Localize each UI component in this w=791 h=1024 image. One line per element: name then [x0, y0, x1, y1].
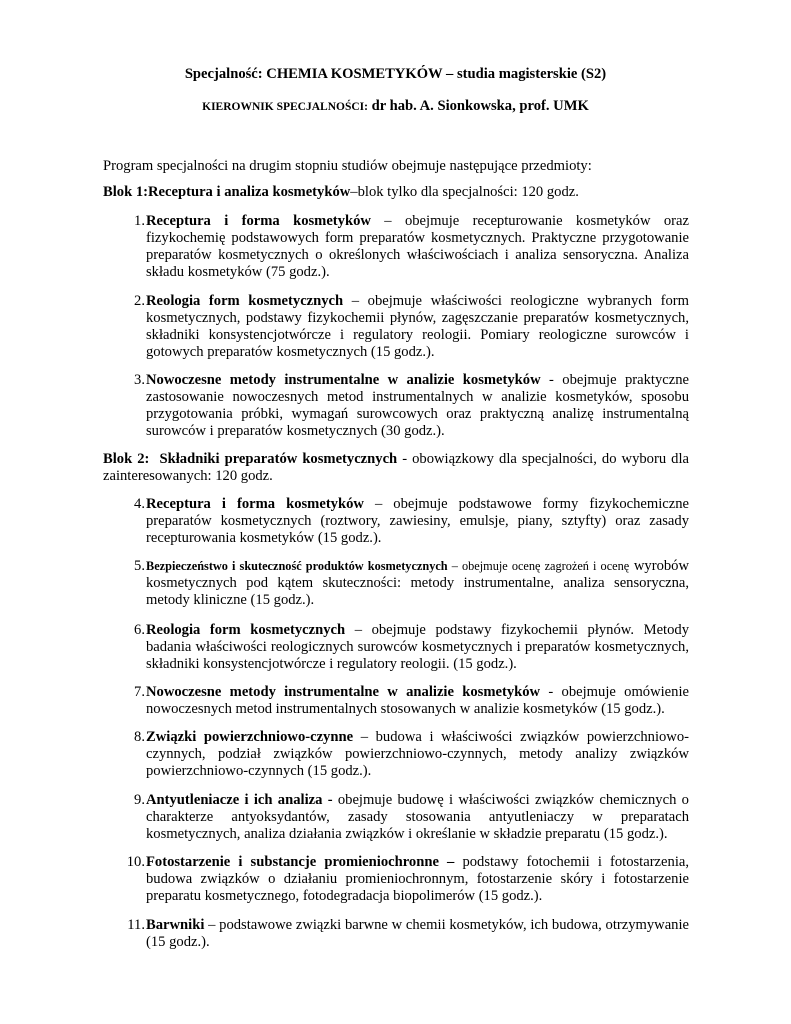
item-desc: budowa i właściwości związków powierzchniowo-czynnych, podział związków powierzchniowo-czynnych, metody analizy związków powierzchniowo-czynnych (15 godz.).: [146, 729, 689, 779]
item-desc: podstawowe związki barwne w chemii kosmetyków, ich budowa, otrzymywanie (15 godz.).: [146, 917, 689, 950]
intro-text: Program specjalności na drugim stopniu studiów obejmuje następujące przedmioty:: [103, 158, 592, 174]
item-number: 11.: [127, 917, 145, 933]
item-desc: obejmuje praktyczne zastosowanie nowoczesnych metod instrumentalnych w analizie kosmetyków, sposobu przygotowania próbki, wymagań surowcowych oraz praktyczną analizę instrumentalną surowców i preparatów kosmetycznych (30 godz.).: [146, 372, 689, 439]
item-name: Związki powierzchniowo-czynne: [146, 729, 354, 745]
item-number: 8.: [134, 729, 145, 745]
list-item: [123, 854, 689, 905]
page-title: Specjalność: CHEMIA KOSMETYKÓW – studia magisterskie (S2): [184, 66, 607, 82]
list-item: 3. Nowoczesne metody instrumentalne w analizie kosmetyków - obejmuje praktyczne zastosowanie nowoczesnych metod instrumentalnych w analizie kosmetyków, sposobu przygotowania próbki, wymagań surowcowych oraz praktyczną analizę instrumentalną surowców i preparatów kosmetycznych (30 godz.).: [123, 372, 689, 440]
list-item: 4. Receptura i forma kosmetyków – obejmuje podstawowe formy fizykochemiczne preparatów kosmetycznych (roztwory, zawiesiny, emulsje, piany, sztyfty) oraz zasady recepturowania kosmetyków (15 godz.).: [123, 496, 689, 547]
item-name: Fotostarzenie i substancje promieniochronne –: [146, 854, 455, 870]
list-item: [123, 792, 689, 843]
item-number: 5.: [134, 558, 145, 574]
list-item: 2. Reologia form kosmetycznych – obejmuje właściwości reologiczne wybranych form kosmetycznych, podstawy fizykochemii płynów, zagęszczanie preparatów kosmetycznych, składniki konsystencjotwórcze i regulatory reologii. Pomiary reologiczne surowców i gotowych preparatów kosmetycznych (15 godz.).: [123, 293, 689, 361]
item-name: Nowoczesne metody instrumentalne w analizie kosmetyków: [146, 684, 541, 700]
item-number: 10.: [126, 854, 145, 870]
supervisor-name: dr hab. A. Sionkowska, prof. UMK: [371, 98, 589, 114]
item-number: 9.: [134, 792, 145, 808]
block-label: Blok 2:: [103, 451, 150, 467]
item-number: 6.: [134, 622, 145, 638]
item-number: 2.: [134, 293, 145, 309]
item-name: Receptura i forma kosmetyków: [146, 496, 364, 512]
item-number: 7.: [134, 684, 145, 700]
block-label: Blok 1:: [103, 184, 149, 200]
item-name: Antyutleniacze i ich analiza -: [146, 792, 333, 808]
item-name: Reologia form kosmetycznych: [146, 293, 344, 309]
item-desc-small: obejmuje ocenę zagrożeń i ocenę: [461, 559, 630, 573]
list-item: 6. Reologia form kosmetycznych – obejmuje podstawy fizykochemii płynów. Metody badania właściwości reologicznych surowców kosmetycznych i preparatów kosmetycznych, składniki konsystencjotwórcze i regulatory reologii. (15 godz.).: [123, 622, 689, 673]
item-name: Nowoczesne metody instrumentalne w analizie kosmetyków: [146, 372, 541, 388]
item-number: 3.: [134, 372, 145, 388]
item-desc: obejmuje omówienie nowoczesnych metod instrumentalnych stosowanych w analizie kosmetyków (15 godz.).: [146, 684, 689, 717]
list-item: 1. Receptura i forma kosmetyków – obejmuje recepturowanie kosmetyków oraz fizykochemię podstawowych form preparatów kosmetycznych. Praktyczne przygotowanie preparatów kosmetycznych o określonych właściwościach i analiza sensoryczna. Analiza składu kosmetyków (75 godz.).: [123, 213, 689, 281]
item-desc: obejmuje budowę i właściwości związków chemicznych o charakterze antyoksydantów, zasady stosowania antyutleniaczy w preparatach kosmetycznych, analiza działania związków i określanie w składzie preparatu (15 godz.).: [146, 792, 689, 842]
block-heading-1: [103, 184, 689, 201]
supervisor-line: [0, 98, 791, 116]
block-desc: –blok tylko dla specjalności: 120 godz.: [350, 184, 579, 200]
list-item: 8. Związki powierzchniowo-czynne – budowa i właściwości związków powierzchniowo-czynnych, podział związków powierzchniowo-czynnych, metody analizy związków powierzchniowo-czynnych (15 godz.).: [123, 729, 689, 780]
item-desc: wyrobów kosmetycznych pod kątem skuteczności: metody instrumentalne, analiza sensoryczna, metody kliniczne (15 godz.).: [146, 558, 690, 608]
item-desc: podstawy fotochemii i fotostarzenia, budowa związków o działaniu promieniochronnym, fotostarzenie skóry i fotostarzenie preparatu kosmetycznego, fotodegradacja biopolimerów (15 godz.).: [146, 854, 689, 904]
item-number: 4.: [134, 496, 145, 512]
item-desc: obejmuje podstawy fizykochemii płynów. Metody badania właściwości reologicznych surowców kosmetycznych i preparatów kosmetycznych, składniki konsystencjotwórcze i regulatory reologii. (15 godz.).: [146, 622, 689, 672]
list-item: 7. Nowoczesne metody instrumentalne w analizie kosmetyków - obejmuje omówienie nowoczesnych metod instrumentalnych stosowanych w analizie kosmetyków (15 godz.).: [123, 684, 689, 718]
list-item: 11. Barwniki – podstawowe związki barwne w chemii kosmetyków, ich budowa, otrzymywanie (15 godz.).: [123, 917, 689, 951]
supervisor-label: KIEROWNIK SPECJALNOŚCI:: [202, 101, 368, 113]
item-desc: obejmuje podstawowe formy fizykochemiczne preparatów kosmetycznych (roztwory, zawiesiny, emulsje, piany, sztyfty) oraz zasady recepturowania kosmetyków (15 godz.).: [146, 496, 689, 546]
item-desc: obejmuje właściwości reologiczne wybranych form kosmetycznych, podstawy fizykochemii płynów, zagęszczanie preparatów kosmetycznych, składniki konsystencjotwórcze i regulatory reologii. Pomiary reologiczne surowców i gotowych preparatów kosmetycznych (15 godz.).: [146, 293, 689, 360]
block-desc: - obowiązkowy dla specjalności, do wyboru dla zainteresowanych: 120 godz.: [103, 451, 690, 484]
list-item: 5. Bezpieczeństwo i skuteczność produktów kosmetycznych – obejmuje ocenę zagrożeń i ocenę wyrobów kosmetycznych pod kątem skuteczności: metody instrumentalne, analiza sensoryczna, metody kliniczne (15 godz.).: [123, 558, 689, 609]
item-name: Barwniki: [146, 917, 205, 933]
item-desc: obejmuje recepturowanie kosmetyków oraz fizykochemię podstawowych form preparatów kosmetycznych. Praktyczne przygotowanie preparatów kosmetycznych o określonych właściwościach i analiza sensoryczna. Analiza składu kosmetyków (75 godz.).: [146, 213, 689, 280]
item-name: Bezpieczeństwo i skuteczność produktów kosmetycznych: [146, 559, 448, 573]
block-name: Składniki preparatów kosmetycznych: [159, 451, 398, 467]
item-number: 1.: [134, 213, 145, 229]
block-name: Receptura i analiza kosmetyków: [148, 184, 351, 200]
block-heading-2: [103, 451, 689, 485]
item-name: Reologia form kosmetycznych: [146, 622, 346, 638]
item-name: Receptura i forma kosmetyków: [146, 213, 371, 229]
